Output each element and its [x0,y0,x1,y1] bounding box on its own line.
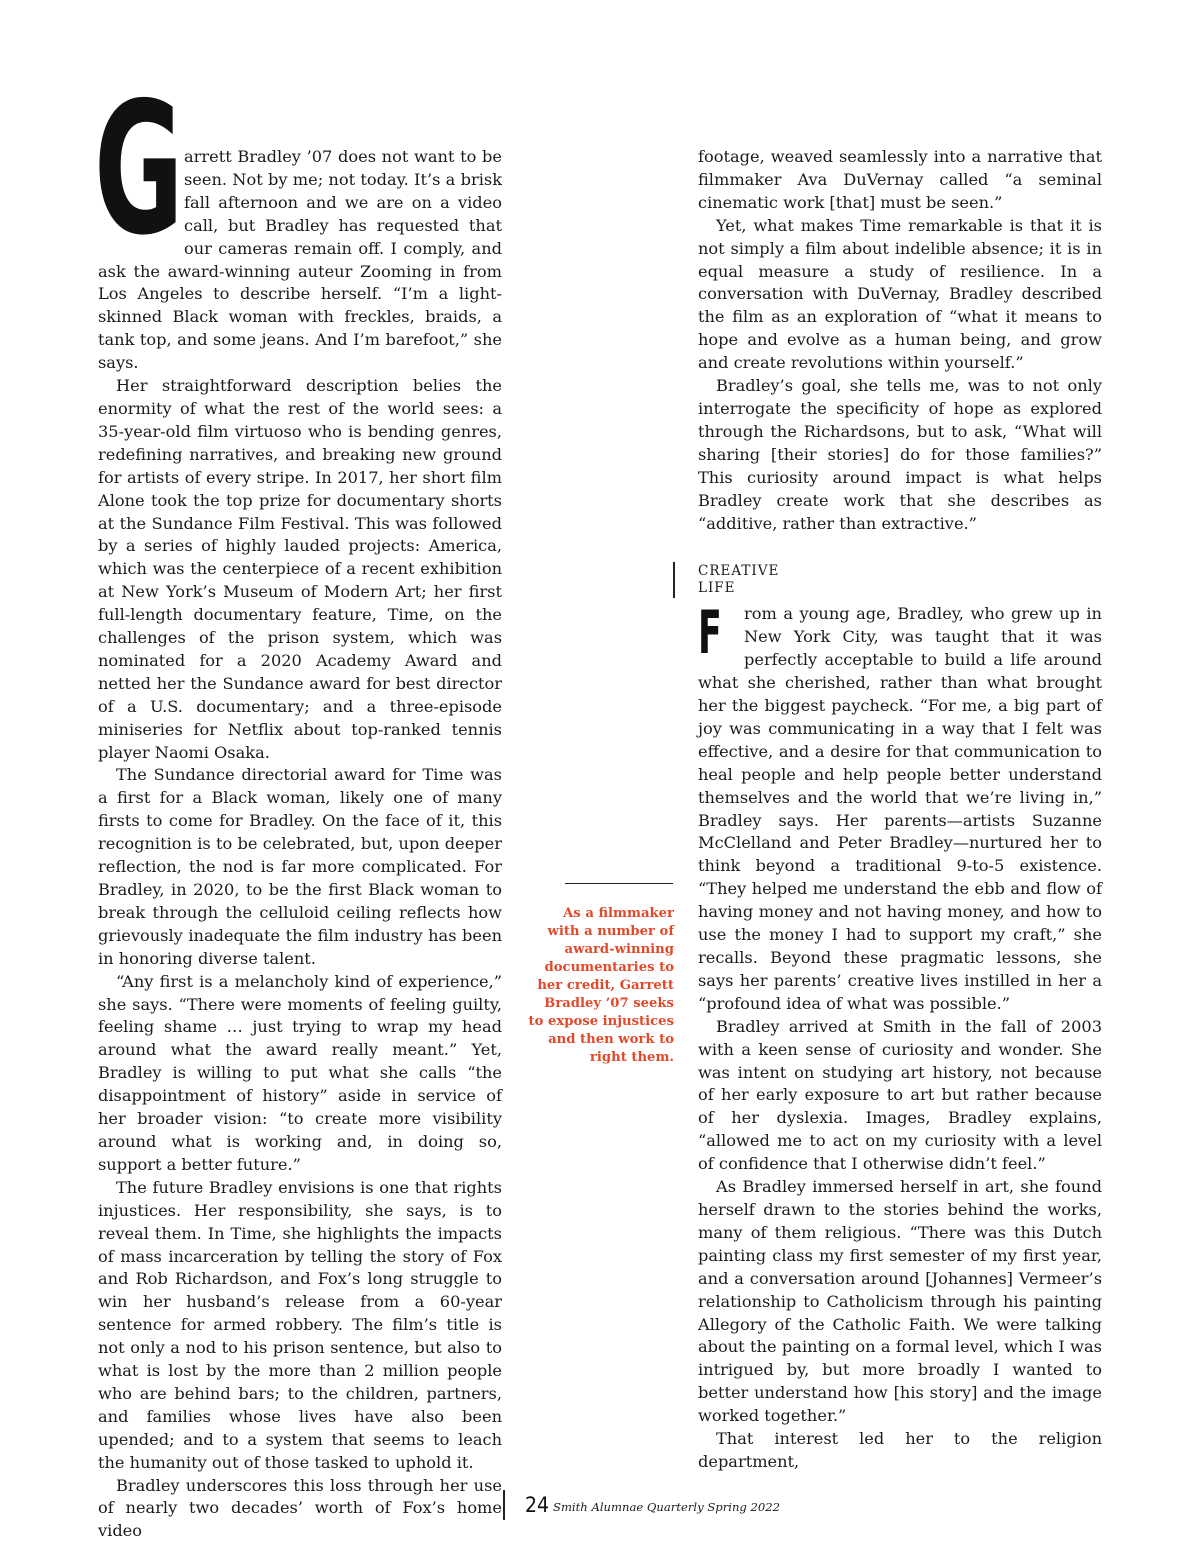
section-heading-line: LIFE [698,580,736,597]
section-heading [698,563,1102,597]
pullquote-rule [565,883,673,884]
article-paragraph: Bradley arrived at Smith in the fall of 2003 with a keen sense of curiosity and wonder. She was intent on studying art history, not because of her early exposure to art but rather because of her dyslexia. Images, Bradley explains, “allowed me to act on my curiosity with a level of confidence that I otherwise didn’t feel.” [698,1016,1102,1174]
article-paragraph: rom a young age, Bradley, who grew up in New York City, was taught that it was perfectly acceptable to build a life around what she cherished, rather than what brought her the biggest paycheck. “For me, a big part of joy was communicating in a way that I felt was effective, and a desire for that communication to heal people and help people better understand themselves and the world that we’re living in,” Bradley says. Her parents—artists Suzanne McClelland and Peter Bradley—nurtured her to think beyond a traditional 9-to-5 existence. “They helped me understand the ebb and flow of having money and not having money, and how to use the money I had to support my craft,” she recalls. Beyond these pragmatic lessons, she says her parents’ creative lives instilled in her a “profound idea of what was possible.” [698,604,1102,1013]
article-paragraph: “Any first is a melancholy kind of experience,” she says. “There were moments of feeling guilty, feeling shame … just trying to wrap my head around what the award really meant.” Yet, Bradley is willing to put what she calls “the disappointment of history” aside in service of her broader vision: “to create more visibility around what is working and, in doing so, support a better future.” [98,971,502,1174]
section-heading-bar [673,562,675,598]
article-paragraph: Bradley underscores this loss through her use of nearly two decades’ worth of Fox’s home video [98,1475,502,1541]
article-column-left [94,63,502,1543]
pullquote: As a filmmaker with a number of award-winning documentaries to her credit, Garrett Bradley ’07 seeks to expose injustices and then work to right them. [528,906,674,1065]
article-paragraph: arrett Bradley ’07 does not want to be seen. Not by me; not today. It’s a brisk fall afternoon and we are on a video call, but Bradley has requested that our cameras remain off. I comply, and ask the award-winning auteur Zooming in from Los Angeles to describe herself. “I’m a light-skinned Black woman with freckles, braids, a tank top, and some jeans. And I’m barefoot,” she says. [98,147,502,373]
footer-divider [503,1490,505,1520]
drop-cap-f: F [698,598,722,669]
article-paragraph: The future Bradley envisions is one that rights injustices. Her responsibility, she says, is to reveal them. In Time, she highlights the impacts of mass incarceration by telling the story of Fox and Rob Richardson, and Fox’s long struggle to win her husband’s release from a 60-year sentence for armed robbery. The film’s title is not only a nod to his prison sentence, but also to what is lost by the more than 2 million people who are behind bars; to the children, partners, and families whose lives have also been upended; and to a system that seems to leach the humanity out of those tasked to uphold it. [98,1177,502,1472]
page-number: 24 [525,1493,550,1517]
magazine-issue: Smith Alumnae Quarterly Spring 2022 [553,1500,781,1514]
article-paragraph: That interest led her to the religion department, [698,1429,1102,1471]
article-paragraph: Yet, what makes Time remarkable is that it is not simply a film about indelible absence; it is in equal measure a study of resilience. In a conversation with DuVernay, Bradley described the film as an exploration of “what it means to hope and evolve as a human being, and grow and create revolutions within yourself.” [698,215,1102,373]
article-paragraph: The Sundance directorial award for Time was a first for a Black woman, likely one of many firsts to come for Bradley. On the face of it, this recognition is to be celebrated, but, upon deeper reflection, the nod is far more complicated. For Bradley, in 2020, to be the first Black woman to break through the celluloid ceiling reflects how grievously inadequate the film industry has been in honoring diverse talent. [98,765,502,968]
article-paragraph: Her straightforward description belies the enormity of what the rest of the world sees: a 35-year-old film virtuoso who is bending genres, redefining narratives, and breaking new ground for artists of every stripe. In 2017, her short film Alone took the top prize for documentary shorts at the Sundance Film Festival. This was followed by a series of highly lauded projects: America, which was the centerpiece of a recent exhibition at New York’s Museum of Modern Art; her first full-length documentary feature, Time, on the challenges of the prison system, which was nominated for a 2020 Academy Award and netted her the Sundance award for best director of a U.S. documentary; and a three-episode miniseries for Netflix about top-ranked tennis player Naomi Osaka. [98,376,502,762]
article-column-right [698,146,1102,1474]
section-heading-line: CREATIVE [698,563,780,580]
article-paragraph: footage, weaved seamlessly into a narrative that filmmaker Ava DuVernay called “a seminal cinematic work [that] must be seen.” [698,147,1102,212]
drop-cap-g: G [94,63,184,275]
article-paragraph: Bradley’s goal, she tells me, was to not only interrogate the specificity of hope as explored through the Richardsons, but to ask, “What will sharing [their stories] do for those families?” This curiosity around impact is what helps Bradley create work that she describes as “additive, rather than extractive.” [698,376,1102,533]
article-paragraph: As Bradley immersed herself in art, she found herself drawn to the stories behind the works, many of them religious. “There was this Dutch painting class my first semester of my first year, and a conversation around [Johannes] Vermeer’s relationship to Catholicism through his painting Allegory of the Catholic Faith. We were talking about the painting on a formal level, which I was intrigued by, but more broadly I wanted to better understand how [his story] and the image worked together.” [698,1177,1102,1426]
